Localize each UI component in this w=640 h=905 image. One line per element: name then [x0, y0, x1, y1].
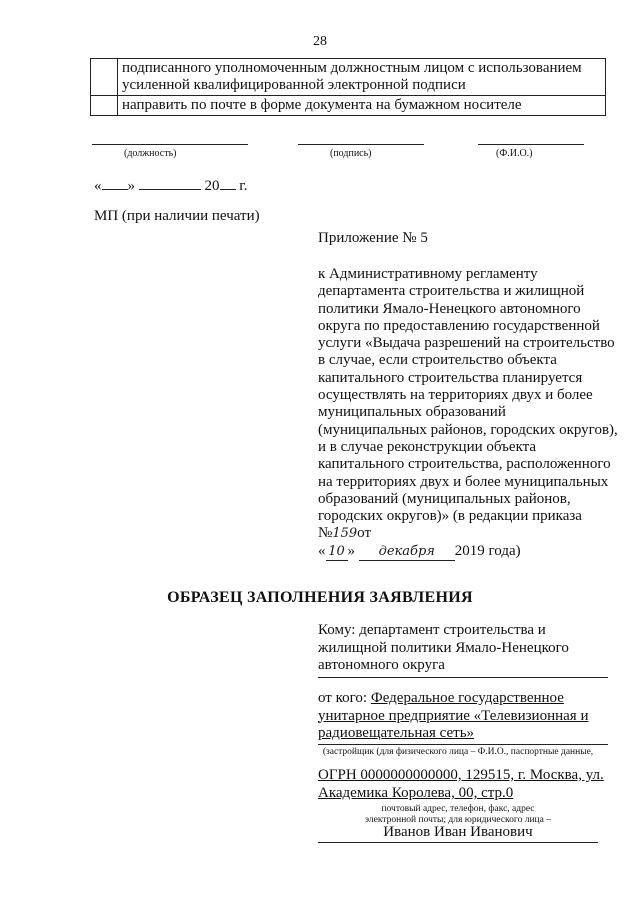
checkbox-cell[interactable]: [91, 96, 118, 116]
position-label: (должность): [124, 148, 177, 159]
seal-note: МП (при наличии печати): [94, 208, 260, 224]
contact-underline: [318, 842, 598, 843]
date-field: [94, 176, 247, 195]
address-block: [318, 766, 608, 826]
position-field[interactable]: [92, 144, 248, 145]
address-caption-1: почтовый адрес, телефон, факс, адрес: [381, 804, 535, 814]
month-blank[interactable]: [139, 176, 201, 190]
contact-name: Иванов Иван Иванович: [383, 824, 533, 840]
day-handwritten: 10: [326, 543, 348, 561]
checkbox-cell[interactable]: [91, 59, 118, 96]
option-text: подписанного уполномоченным должностным лицом с использованием усиленной квалифицированной электронной подписи: [118, 59, 606, 96]
sample-title: ОБРАЗЕЦ ЗАПОЛНЕНИЯ ЗАЯВЛЕНИЯ: [167, 589, 473, 606]
recipient-block: [318, 622, 608, 678]
sender-block: [318, 690, 608, 758]
recipient-value: департамент строительства и жилищной политики Ямало-Ненецкого автономного округа: [318, 622, 569, 673]
sender-value: Федеральное государственное унитарное предприятие «Телевизионная и радиовещательная сеть»: [318, 690, 589, 741]
year-blank[interactable]: [220, 176, 236, 190]
quote-close: »: [127, 178, 135, 194]
sender-label: от кого:: [318, 690, 368, 706]
day-blank[interactable]: [102, 176, 128, 190]
address-caption-2: электронной почты; для юридического лица –: [365, 815, 551, 825]
delivery-method-table: [90, 58, 606, 116]
year-prefix: 20: [204, 178, 220, 194]
sender-caption: (застройщик (для физического лица – Ф.И.О., паспортные данные,: [322, 746, 594, 757]
quote-close: »: [347, 542, 355, 559]
from-word: от: [357, 525, 371, 542]
month-handwritten: декабря: [359, 543, 455, 561]
address-value: ОГРН 0000000000000, 129515, г. Москва, ул. Академика Королева, 00, стр.0: [318, 767, 604, 801]
appendix-date: [318, 543, 618, 561]
page-number: 28: [313, 34, 327, 49]
year-suffix: г.: [239, 178, 248, 194]
signature-label: (подпись): [330, 148, 372, 159]
appendix-title: Приложение № 5: [318, 230, 428, 246]
year-text: 2019 года): [454, 542, 521, 559]
appendix-text: к Административному регламенту департамента строительства и жилищной политики Ямало-Ненецкого автономного округа по предоставлению государственной услуги «Выдача разрешений на строительство в случае, если строительство объекта капитального строительства планируется осуществлять на территориях двух и более муниципальных образований (муниципальных районов, городских округов), и в случае реконструкции объекта капитального строительства, расположенного на территориях двух и более муниципальных образований (муниципальных районов, городских округов)» (в редакции приказа №: [318, 266, 618, 542]
name-label: (Ф.И.О.): [496, 148, 533, 159]
option-text: направить по почте в форме документа на бумажном носителе: [118, 96, 606, 116]
signature-field[interactable]: [298, 144, 424, 145]
order-number-handwritten: 159: [332, 526, 358, 542]
name-field[interactable]: [478, 144, 584, 145]
table-row: [91, 96, 606, 116]
quote-open: «: [94, 178, 102, 194]
table-row: [91, 59, 606, 96]
quote-open: «: [318, 542, 326, 559]
recipient-underline: [318, 677, 608, 678]
recipient-label: Кому:: [318, 622, 356, 638]
appendix-body: [318, 266, 618, 561]
